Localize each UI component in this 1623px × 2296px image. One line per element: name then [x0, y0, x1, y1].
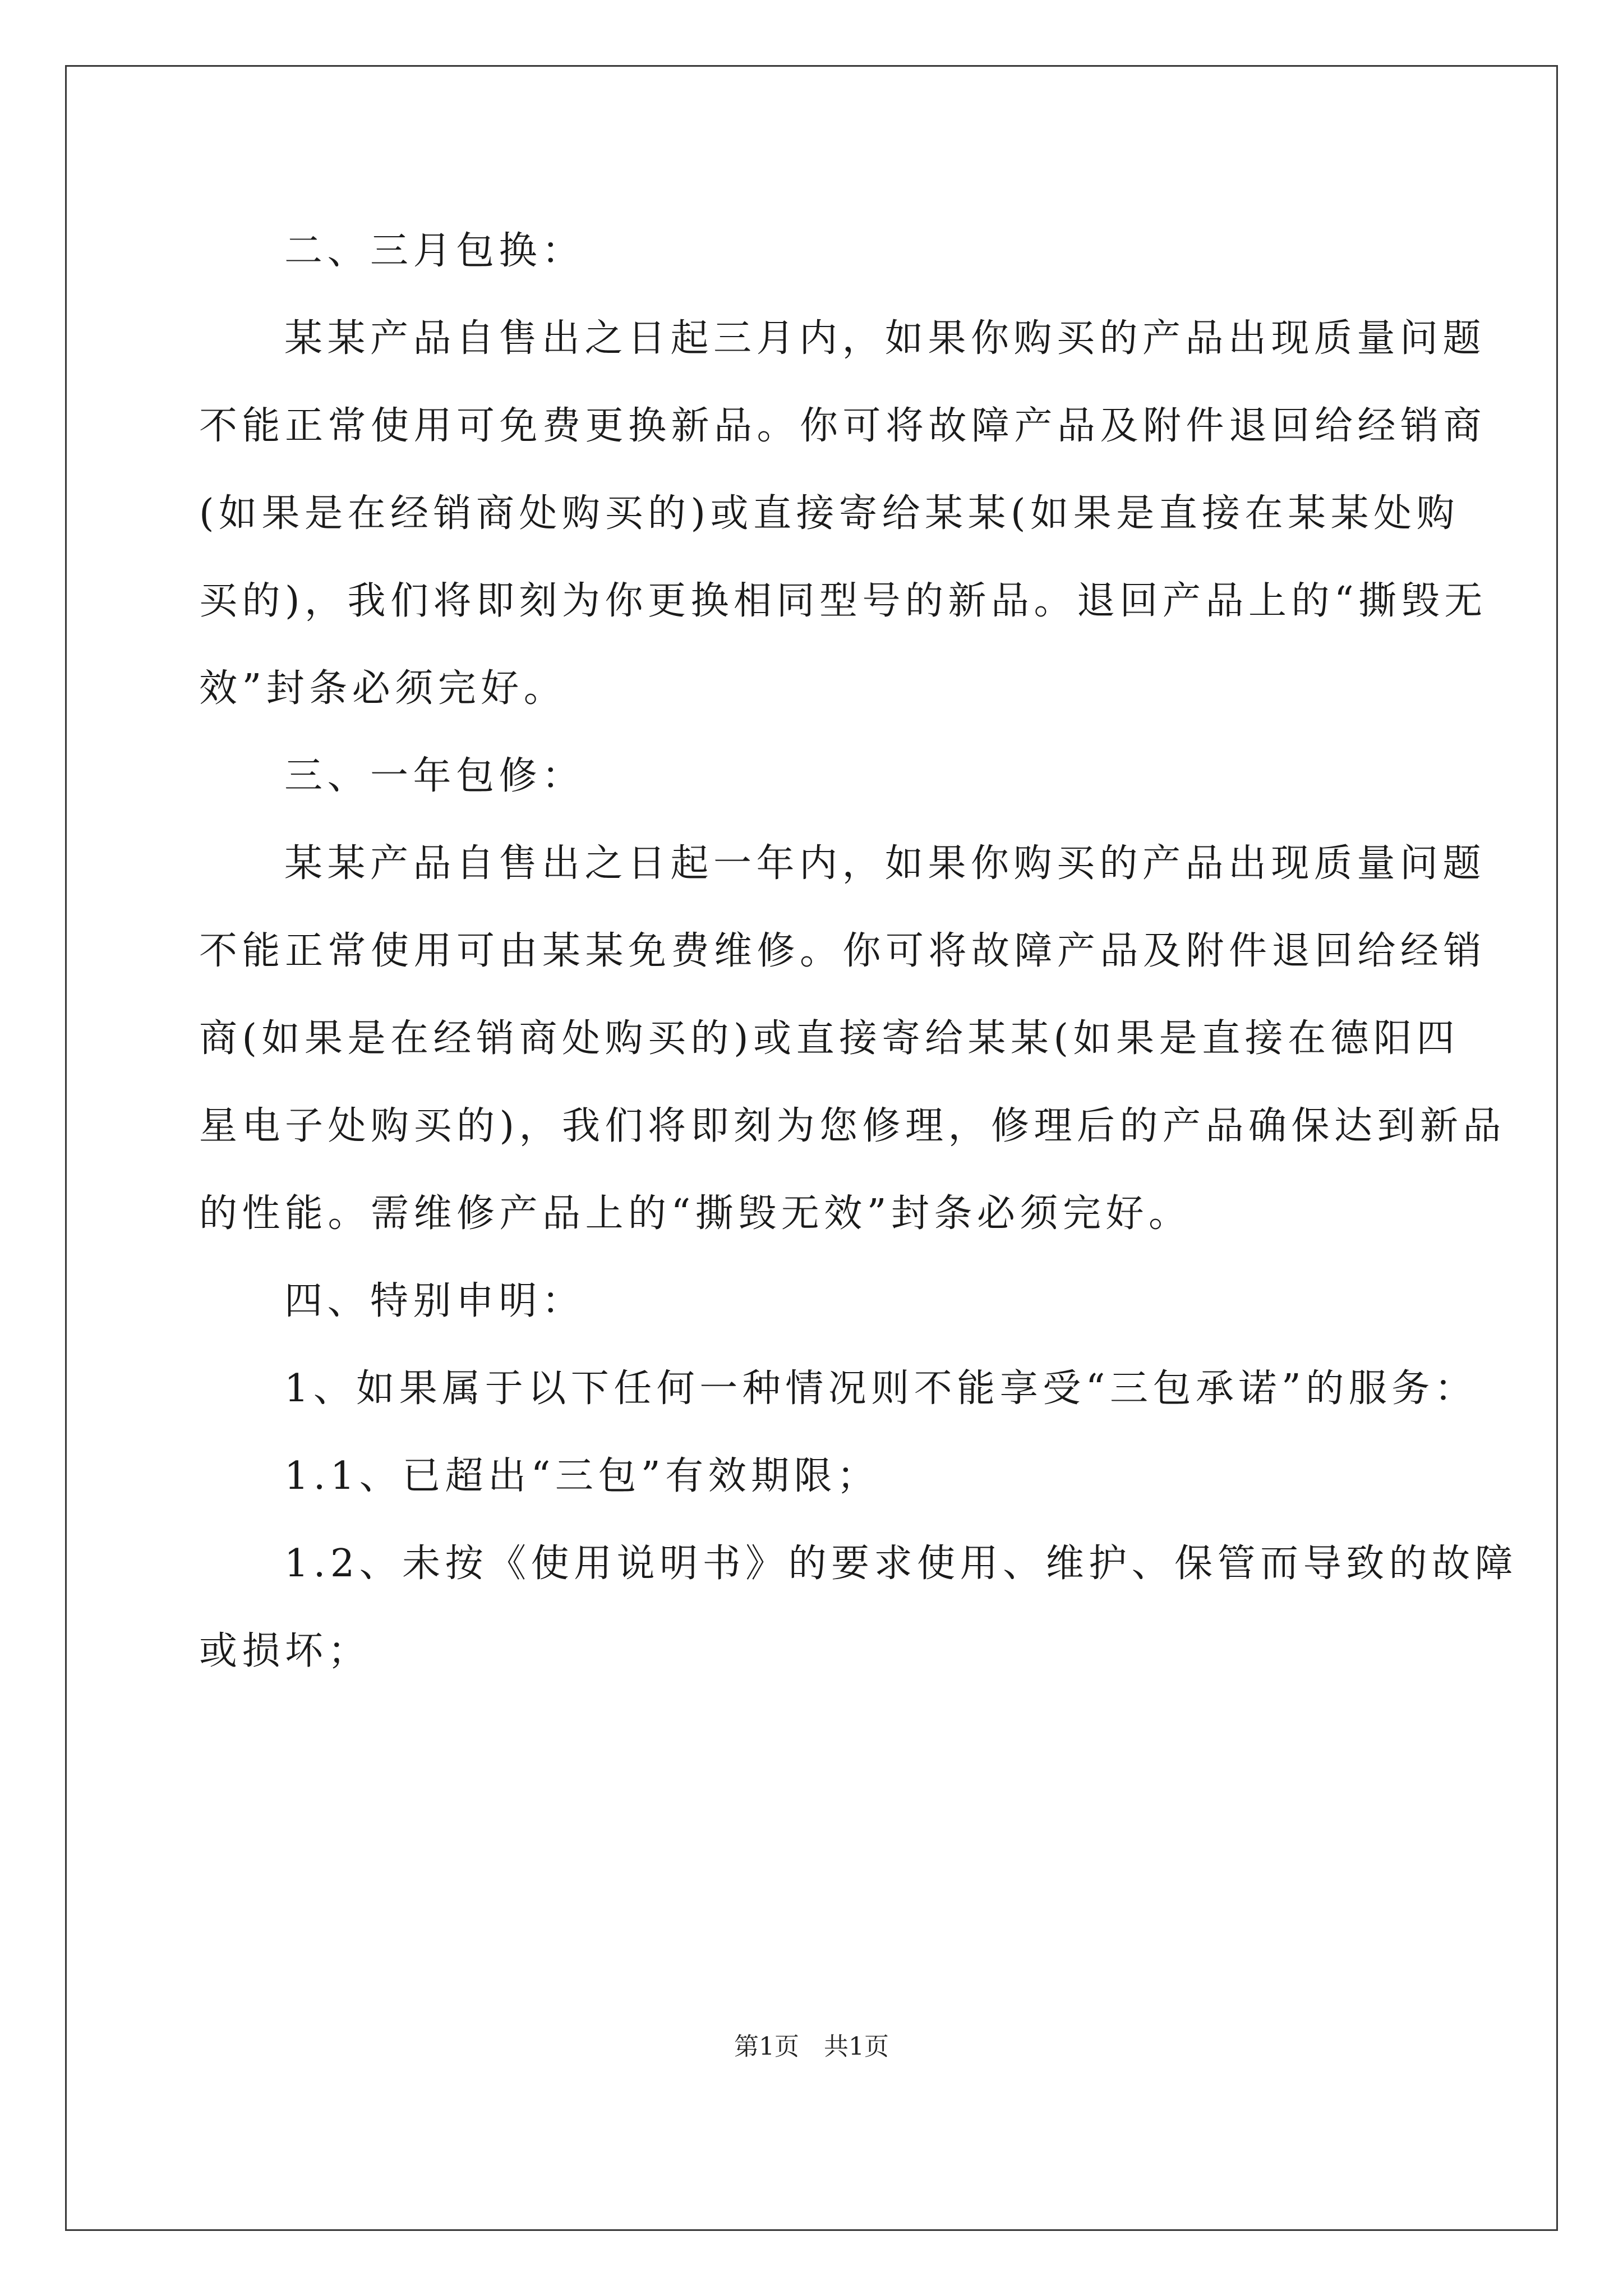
document-body [199, 208, 1518, 1695]
page-number-footer: 第1页 共1页 [734, 2032, 889, 2061]
text-line: 不能正常使用可由某某免费维修。你可将故障产品及附件退回给经销 [199, 929, 1487, 973]
section-heading-repair [199, 733, 1430, 820]
section-heading-exchange [199, 208, 1430, 295]
text-line: (如果是在经销商处购买的)或直接寄给某某(如果是直接在某某处购 [199, 491, 1460, 536]
text-line: 某某产品自售出之日起三月内，如果你购买的产品出现质量问题 [284, 316, 1486, 361]
text-line: 某某产品自售出之日起一年内，如果你购买的产品出现质量问题 [284, 841, 1486, 886]
text-line: 买的)，我们将即刻为你更换相同型号的新品。退回产品上的“撕毁无 [199, 579, 1487, 623]
text-line: 二、三月包换： [284, 229, 585, 273]
text-line: 商(如果是在经销商处购买的)或直接寄给某某(如果是直接在德阳四 [199, 1016, 1460, 1061]
text-line: 效”封条必须完好。 [199, 666, 567, 711]
text-line: 四、特别申明： [284, 1279, 585, 1323]
text-line: 不能正常使用可免费更换新品。你可将故障产品及附件退回给经销商 [199, 404, 1487, 448]
text-line: 的性能。需维修产品上的“撕毁无效”封条必须完好。 [199, 1191, 1192, 1236]
text-line: 三、一年包修： [284, 754, 585, 798]
clause-1-2 [199, 1520, 1518, 1695]
clause-1-1 [199, 1433, 1430, 1520]
paragraph-repair-policy [199, 820, 1506, 1258]
clause-1 [199, 1345, 1478, 1433]
text-line: 1.1、已超出“三包”有效期限； [284, 1454, 880, 1498]
text-line: 1、如果属于以下任何一种情况则不能享受“三包承诺”的服务： [284, 1366, 1478, 1411]
text-line: 1.2、未按《使用说明书》的要求使用、维护、保管而导致的故障 [284, 1542, 1518, 1586]
text-line: 或损坏； [199, 1629, 371, 1673]
text-line: 星电子处购买的)，我们将即刻为您修理，修理后的产品确保达到新品 [199, 1104, 1506, 1148]
section-heading-special-statement [199, 1258, 1430, 1345]
paragraph-exchange-policy [199, 295, 1487, 733]
